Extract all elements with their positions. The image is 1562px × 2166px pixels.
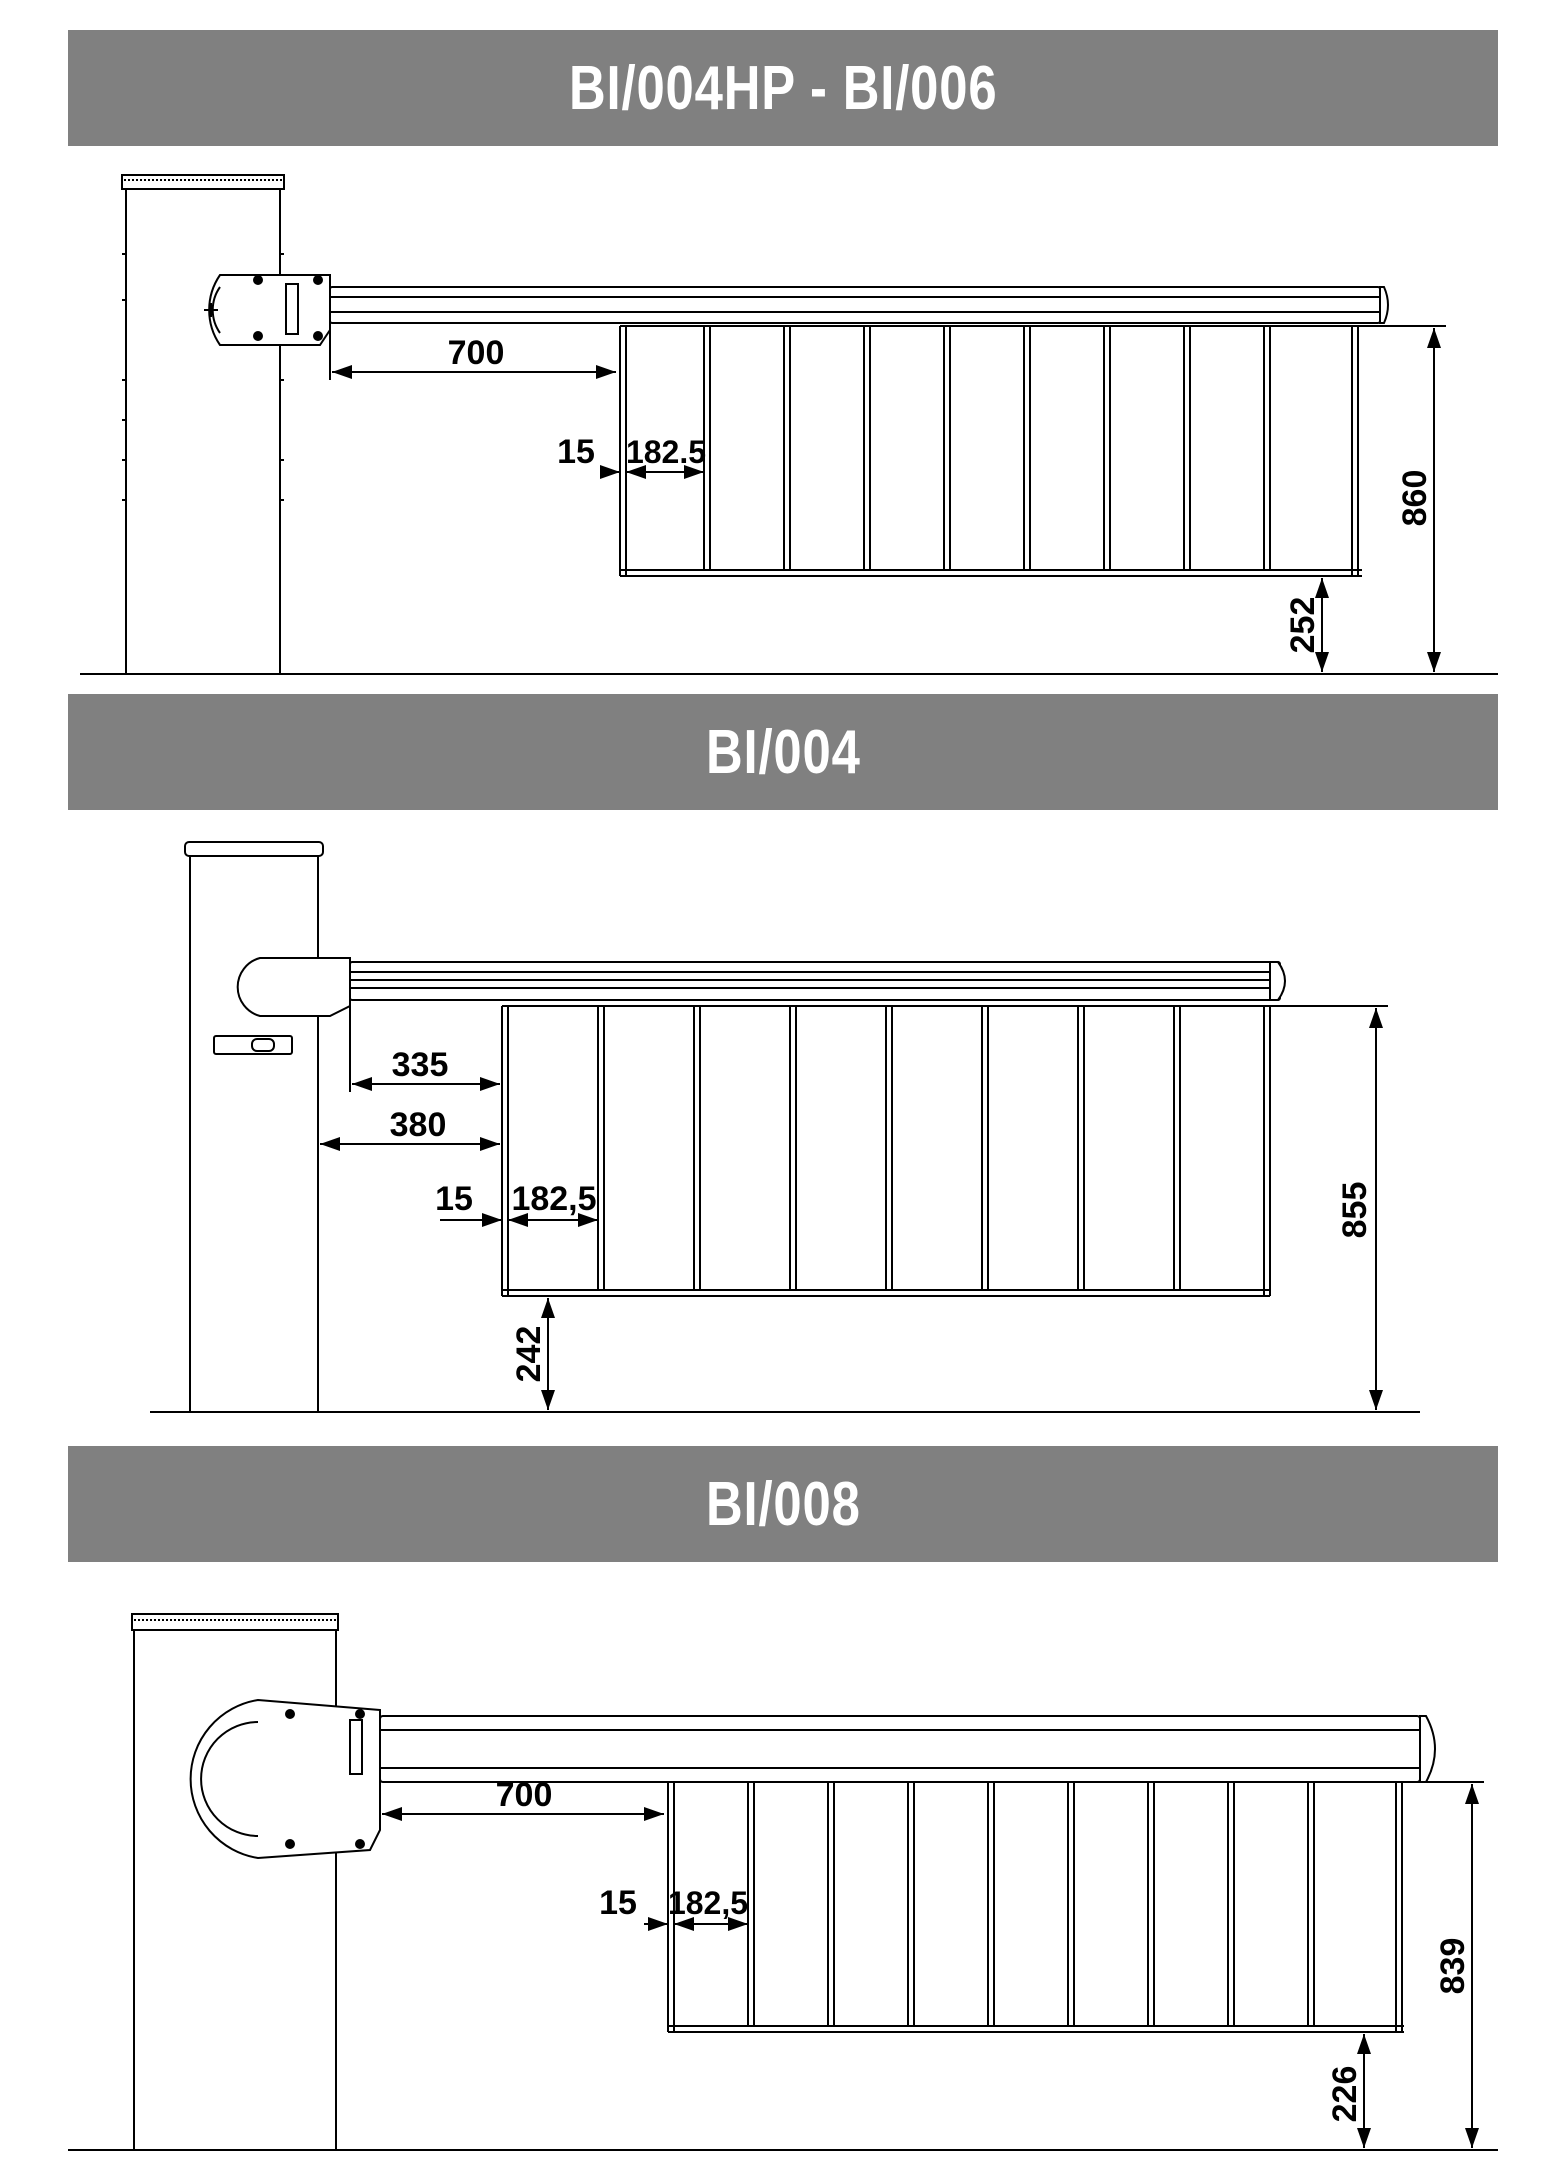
dim-bar-spacing: 182,5: [511, 1180, 597, 1218]
dim-arm-offset: 700: [495, 1776, 553, 1814]
motor-housing: [191, 1700, 380, 1858]
column-cap: [185, 842, 323, 856]
barrier-arm: [330, 287, 1380, 323]
barrier-drawing-3: [0, 1562, 1562, 2166]
dim-bar-spacing: 182.5: [625, 434, 707, 470]
dim-gap: 15: [599, 1884, 637, 1922]
dim-gap: 15: [435, 1180, 473, 1218]
barrier-arm: [380, 1716, 1420, 1782]
section-title-banner-2: [68, 694, 1498, 810]
dim-offset-b: 380: [389, 1106, 447, 1144]
dim-arm-offset: 700: [447, 334, 505, 372]
barrier-column: [126, 188, 280, 674]
skirt-panel: [668, 1782, 1404, 2032]
section-title-1: BI/004HP - BI/006: [568, 53, 998, 123]
dim-height: 860: [1396, 469, 1434, 527]
motor-housing: [209, 275, 330, 345]
barrier-drawing-1: [0, 0, 1562, 690]
section-title-3: BI/008: [705, 1469, 861, 1539]
motor-housing: [238, 958, 350, 1016]
barrier-column: [190, 855, 318, 1412]
dim-clearance: 242: [510, 1325, 548, 1383]
column-cap: [122, 175, 284, 189]
skirt-panel: [502, 1006, 1270, 1296]
skirt-panel: [620, 326, 1362, 576]
dim-clearance: 252: [1284, 596, 1322, 654]
dim-height: 855: [1336, 1181, 1374, 1239]
section-title-banner-3: [68, 1446, 1498, 1562]
column-cap: [132, 1614, 338, 1630]
dim-gap: 15: [557, 433, 595, 471]
dim-clearance: 226: [1326, 2065, 1364, 2123]
dim-offset-a: 335: [391, 1046, 449, 1084]
barrier-drawing-2: [0, 810, 1562, 1420]
section-title-2: BI/004: [705, 717, 861, 787]
dim-height: 839: [1434, 1937, 1472, 1995]
dim-bar-spacing: 182,5: [667, 1885, 749, 1921]
